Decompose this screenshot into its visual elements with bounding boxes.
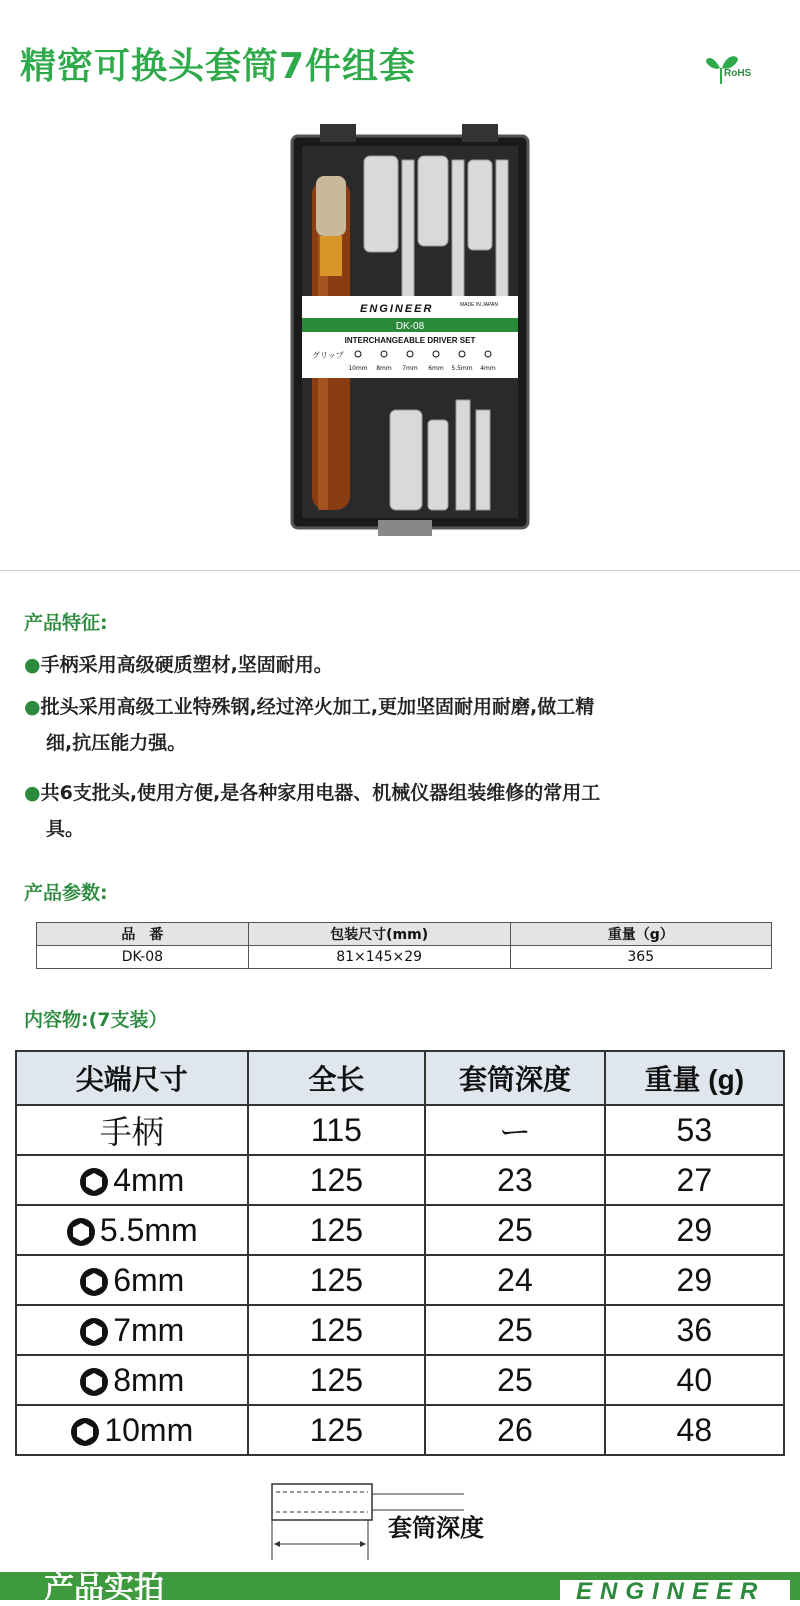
table-header-cell: 套筒深度: [425, 1051, 604, 1105]
bullet-icon: ●: [24, 696, 41, 718]
table-header-row: [16, 1051, 784, 1105]
product-photo: [290, 120, 530, 545]
depth-cell: 23: [425, 1155, 604, 1205]
table-header-cell: 品 番: [37, 923, 249, 946]
table-row: [16, 1355, 784, 1405]
table-header-cell: 全长: [248, 1051, 426, 1105]
size-mark-label: 8mm: [376, 365, 392, 372]
box-grip-label: グリップ: [312, 351, 344, 360]
table-row: [16, 1255, 784, 1305]
length-cell: 125: [248, 1155, 426, 1205]
hexagon-icon: [66, 1217, 96, 1247]
box-made-in: MADE IN JAPAN: [460, 302, 498, 308]
feature-item: ●手柄采用高级硬质塑材,坚固耐用。: [24, 654, 333, 676]
table-row: [16, 1105, 784, 1155]
table-header-cell: 尖端尺寸: [16, 1051, 248, 1105]
depth-cell: 24: [425, 1255, 604, 1305]
weight-cell: 53: [605, 1105, 784, 1155]
depth-cell: 25: [425, 1355, 604, 1405]
table-row: [16, 1405, 784, 1455]
table-header-cell: 重量（g）: [510, 923, 771, 946]
tip-size-cell: 8mm: [16, 1355, 248, 1405]
tip-size-cell: 6mm: [16, 1255, 248, 1305]
table-row: [37, 946, 772, 969]
hexagon-icon: [79, 1167, 109, 1197]
params-table: [36, 922, 772, 969]
length-cell: 125: [248, 1355, 426, 1405]
length-cell: 125: [248, 1205, 426, 1255]
params-heading: 产品参数:: [24, 882, 108, 904]
table-cell: 81×145×29: [248, 946, 510, 969]
size-mark-label: 4mm: [480, 365, 496, 372]
feature-item-continuation: 具。: [46, 818, 85, 840]
tip-size-cell: 5.5mm: [16, 1205, 248, 1255]
size-mark-label: 5.5mm: [451, 365, 473, 372]
hexagon-icon: [79, 1367, 109, 1397]
weight-cell: 40: [605, 1355, 784, 1405]
features-heading: 产品特征:: [24, 612, 108, 634]
length-cell: 125: [248, 1255, 426, 1305]
hexagon-icon: [79, 1317, 109, 1347]
depth-cell: 26: [425, 1405, 604, 1455]
tip-size-cell: 10mm: [16, 1405, 248, 1455]
contents-heading: 内容物:(7支装）: [24, 1009, 168, 1031]
tip-size-cell: 7mm: [16, 1305, 248, 1355]
size-mark-label: 10mm: [348, 365, 368, 372]
size-mark-label: 7mm: [402, 365, 418, 372]
table-header-row: [37, 923, 772, 946]
weight-cell: 36: [605, 1305, 784, 1355]
weight-cell: 48: [605, 1405, 784, 1455]
table-row: [16, 1155, 784, 1205]
weight-cell: 29: [605, 1205, 784, 1255]
footer-logo: ENGINEER: [576, 1578, 766, 1605]
table-row: [16, 1305, 784, 1355]
depth-cell: 25: [425, 1305, 604, 1355]
table-header-cell: 包装尺寸(mm): [248, 923, 510, 946]
box-caption: INTERCHANGEABLE DRIVER SET: [344, 336, 476, 345]
table-header-cell: 重量 (g): [605, 1051, 784, 1105]
table-row: [16, 1205, 784, 1255]
bullet-icon: ●: [24, 654, 41, 676]
section-divider: [0, 570, 800, 571]
length-cell: 115: [248, 1105, 426, 1155]
depth-cell: ー: [425, 1105, 604, 1155]
length-cell: 125: [248, 1405, 426, 1455]
hexagon-icon: [79, 1267, 109, 1297]
weight-cell: 27: [605, 1155, 784, 1205]
feature-item: ●批头采用高级工业特殊钢,经过淬火加工,更加坚固耐用耐磨,做工精: [24, 696, 595, 718]
box-model: DK-08: [395, 321, 425, 332]
bullet-icon: ●: [24, 782, 41, 804]
weight-cell: 29: [605, 1255, 784, 1305]
hexagon-icon: [70, 1417, 100, 1447]
diagram-label: 套筒深度: [388, 1514, 484, 1542]
rohs-label: RoHS: [724, 68, 752, 79]
length-cell: 125: [248, 1305, 426, 1355]
tip-size-cell: 手柄: [16, 1105, 248, 1155]
footer-banner-text: 产品实拍: [44, 1571, 164, 1606]
tip-size-cell: 4mm: [16, 1155, 248, 1205]
table-cell: DK-08: [37, 946, 249, 969]
contents-table: [15, 1050, 785, 1456]
page-title: 精密可换头套筒7件组套: [20, 46, 417, 87]
table-cell: 365: [510, 946, 771, 969]
size-mark-label: 6mm: [428, 365, 444, 372]
feature-item: ●共6支批头,使用方便,是各种家用电器、机械仪器组装维修的常用工: [24, 782, 601, 804]
box-brand: ENGINEER: [360, 303, 434, 315]
depth-cell: 25: [425, 1205, 604, 1255]
feature-item-continuation: 细,抗压能力强。: [46, 732, 187, 754]
